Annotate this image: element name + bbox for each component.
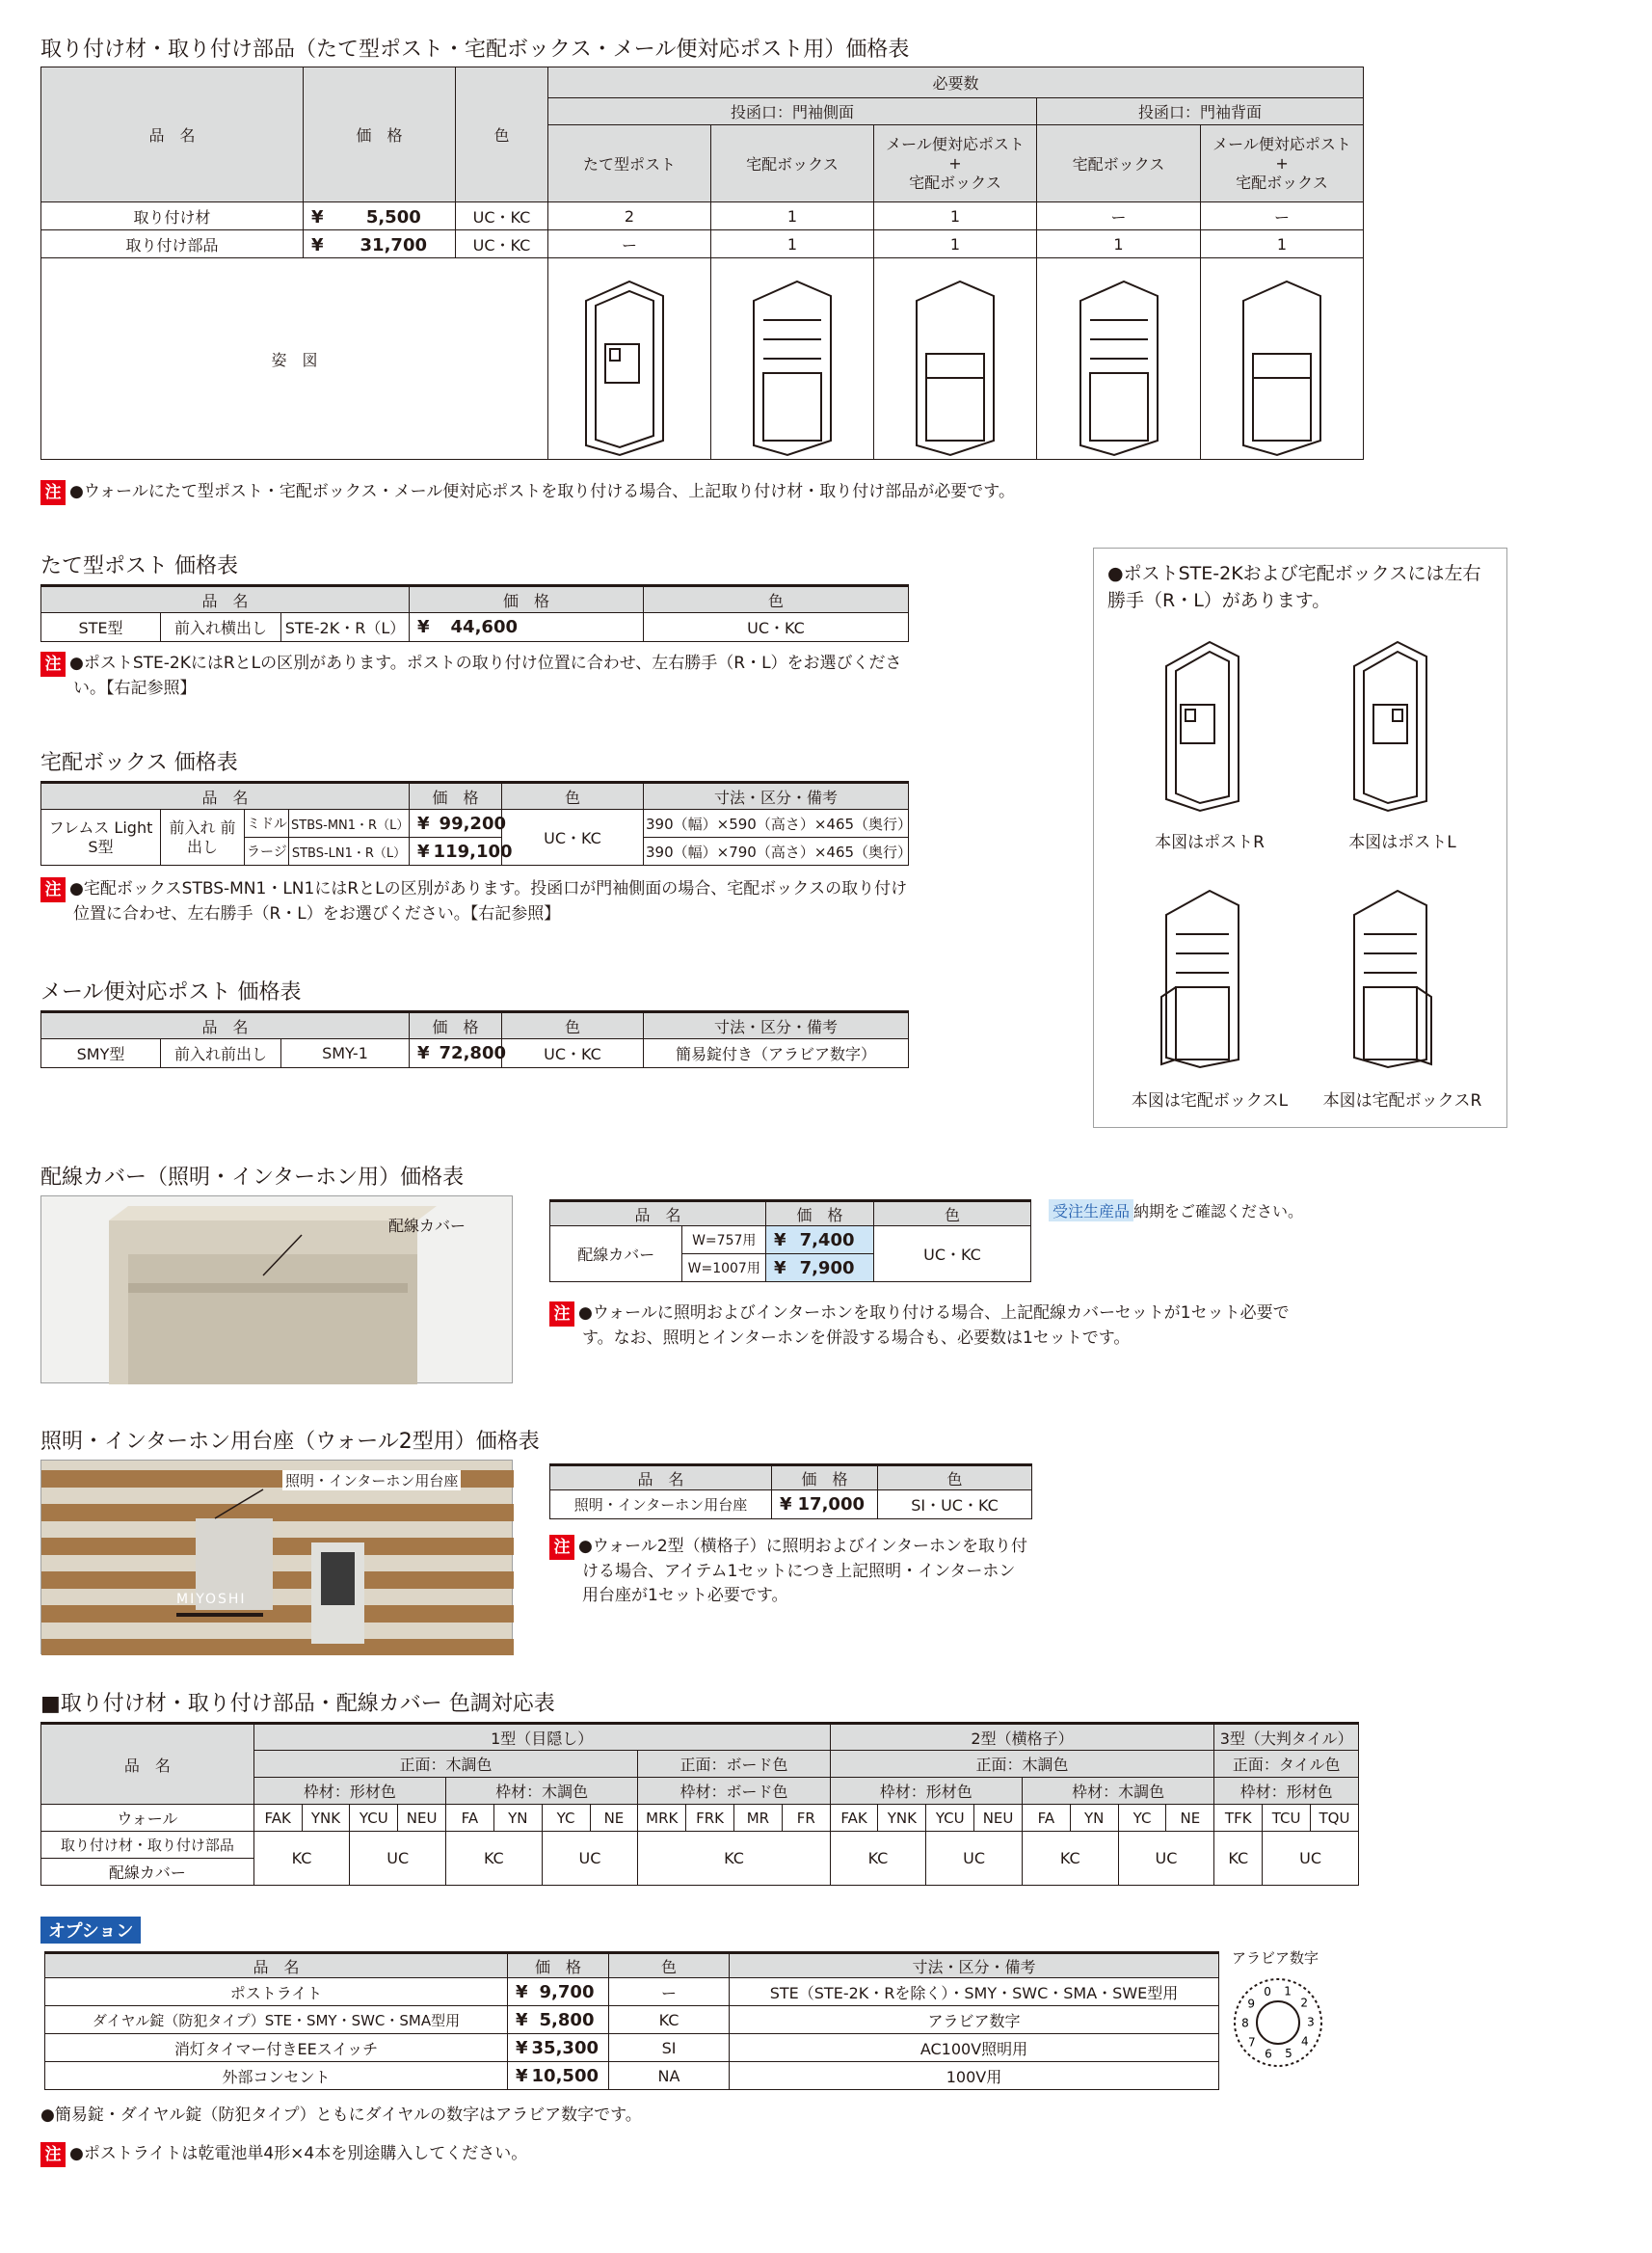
badge-text: 納期をご確認ください。 bbox=[1133, 1202, 1304, 1220]
cell: ミドル bbox=[245, 810, 289, 838]
cell: ウォール bbox=[41, 1805, 254, 1832]
header-price: 価 格 bbox=[410, 783, 502, 810]
cell: KC bbox=[638, 1832, 830, 1886]
wall-code-cell: YN bbox=[1070, 1805, 1118, 1832]
header-name: 品 名 bbox=[41, 586, 410, 613]
header-note: 寸法・区分・備考 bbox=[644, 783, 909, 810]
tate-post-table bbox=[40, 584, 909, 642]
yen: ¥ bbox=[780, 1494, 792, 1515]
cell: W=1007用 bbox=[682, 1254, 766, 1282]
header-color: 色 bbox=[456, 67, 548, 202]
face-header: 正面：木調色 bbox=[253, 1751, 638, 1778]
fig-takuhai bbox=[711, 258, 874, 460]
dial-digit: 7 bbox=[1247, 2035, 1256, 2050]
price-cell bbox=[766, 1254, 874, 1282]
price-cell bbox=[772, 1490, 878, 1519]
header-note: 寸法・区分・備考 bbox=[644, 1012, 909, 1039]
cell: ラージ bbox=[245, 838, 289, 866]
header-color: 色 bbox=[874, 1201, 1031, 1226]
cell: SI bbox=[609, 2034, 730, 2062]
options-note1: ●簡易錠・ダイヤル錠（防犯タイプ）ともにダイヤルの数字はアラビア数字です。 bbox=[40, 2105, 642, 2125]
table-row bbox=[45, 2062, 1219, 2090]
post-l-illustration bbox=[1340, 628, 1465, 811]
takuhai-illustration bbox=[715, 262, 869, 455]
fig-label: 姿 図 bbox=[41, 258, 548, 460]
wall-code-cell: FA bbox=[1022, 1805, 1070, 1832]
cell: STE（STE-2K・Rを除く）・SMY・SWC・SMA・SWE型用 bbox=[730, 1978, 1219, 2006]
yen: ¥ bbox=[516, 2065, 528, 2086]
section3-title: 宅配ボックス 価格表 bbox=[40, 751, 238, 775]
price-cell bbox=[766, 1226, 874, 1254]
header-name: 品 名 bbox=[41, 1012, 410, 1039]
price: 31,700 bbox=[360, 235, 427, 255]
note-mark: 注 bbox=[40, 2142, 66, 2167]
price: 9,700 bbox=[539, 1981, 595, 2002]
yen: ¥ bbox=[516, 1981, 528, 2002]
box-title: ●ポストSTE-2Kおよび宅配ボックスには左右勝手（R・L）があります。 bbox=[1107, 563, 1481, 611]
wall-code-cell: YCU bbox=[926, 1805, 974, 1832]
options-note2 bbox=[40, 2142, 1293, 2167]
type2-header: 2型（横格子） bbox=[830, 1724, 1214, 1751]
wall-code-cell: TQU bbox=[1310, 1805, 1358, 1832]
cell: 1 bbox=[711, 230, 874, 258]
price-cell bbox=[410, 1039, 506, 1068]
dial-digit: 0 bbox=[1264, 1984, 1271, 1998]
section1-note bbox=[40, 480, 1363, 505]
cell: W=757用 bbox=[682, 1226, 766, 1254]
price-cell bbox=[508, 2006, 609, 2034]
caption-post-l: 本図はポストL bbox=[1348, 833, 1456, 852]
price: 7,400 bbox=[799, 1229, 855, 1250]
price-cell bbox=[410, 838, 513, 866]
mail-post-table bbox=[40, 1010, 909, 1068]
cell: ー bbox=[609, 1978, 730, 2006]
col-takuhai: 宅配ボックス bbox=[711, 125, 874, 202]
header-color: 色 bbox=[878, 1465, 1032, 1490]
note-text: ●ウォールにたて型ポスト・宅配ボックス・メール便対応ポストを取り付ける場合、上記取り付け材・取り付け部品が必要です。 bbox=[69, 482, 1015, 501]
dial-digit: 1 bbox=[1284, 1984, 1292, 1998]
cell: SMY-1 bbox=[281, 1039, 410, 1068]
header-side: 投函口：門袖側面 bbox=[548, 98, 1037, 125]
cell: SI・UC・KC bbox=[878, 1490, 1032, 1519]
header-color: 色 bbox=[502, 1012, 644, 1039]
cell: UC・KC bbox=[644, 613, 909, 642]
mail-takuhai-back-illustration bbox=[1205, 262, 1359, 455]
takuhai-r-illustration bbox=[1340, 876, 1465, 1069]
nameplate-text: MIYOSHI bbox=[176, 1592, 247, 1607]
cell: UC bbox=[350, 1832, 446, 1886]
header-price: 価 格 bbox=[508, 1953, 609, 1978]
header-price: 価 格 bbox=[410, 1012, 502, 1039]
cell: NA bbox=[609, 2062, 730, 2090]
mount-base-figure bbox=[40, 1460, 513, 1654]
table-row bbox=[41, 202, 1364, 230]
col-mail-takuhai-back: メール便対応ポスト + 宅配ボックス bbox=[1201, 125, 1364, 202]
options-table bbox=[44, 1951, 1219, 2090]
cell: 前入れ横出し bbox=[161, 613, 281, 642]
frame-header: 枠材：形材色 bbox=[830, 1778, 1022, 1805]
cell: ポストライト bbox=[45, 1978, 508, 2006]
header-price: 価 格 bbox=[304, 67, 456, 202]
yen: ¥ bbox=[311, 207, 324, 228]
yen: ¥ bbox=[774, 1257, 786, 1278]
wall-code-cell: FR bbox=[782, 1805, 830, 1832]
takuhai-l-illustration bbox=[1152, 876, 1277, 1069]
wall-code-cell: YC bbox=[1118, 1805, 1166, 1832]
price: 10,500 bbox=[531, 2065, 599, 2086]
cell: UC・KC bbox=[874, 1226, 1031, 1282]
price: 7,900 bbox=[799, 1257, 855, 1278]
figure-label: 照明・インターホン用台座 bbox=[282, 1470, 461, 1490]
note-text: ●ウォールに照明およびインターホンを取り付ける場合、上記配線カバーセットが1セット必要です。なお、照明とインターホンを併設する場合も、必要数は1セットです。 bbox=[578, 1303, 1290, 1348]
cell: ダイヤル錠（防犯タイプ）STE・SMY・SWC・SMA型用 bbox=[45, 2006, 508, 2034]
header-back: 投函口：門袖背面 bbox=[1037, 98, 1364, 125]
cell: 取り付け材 bbox=[41, 202, 304, 230]
cell: UC bbox=[542, 1832, 638, 1886]
takuhai-table bbox=[40, 781, 913, 866]
note-mark: 注 bbox=[549, 1535, 574, 1560]
cell: SMY型 bbox=[41, 1039, 161, 1068]
section1-title: 取り付け材・取り付け部品（たて型ポスト・宅配ボックス・メール便対応ポスト用）価格表 bbox=[40, 38, 910, 62]
cell: 390（幅）×590（高さ）×465（奥行） bbox=[644, 810, 909, 838]
col-tate-post: たて型ポスト bbox=[548, 125, 711, 202]
table-row bbox=[45, 2034, 1219, 2062]
section5-note bbox=[549, 1301, 1320, 1351]
price: 5,500 bbox=[365, 207, 421, 228]
cell: 照明・インターホン用台座 bbox=[550, 1490, 772, 1519]
wall-code-cell: MR bbox=[733, 1805, 782, 1832]
cell: 前入れ前出し bbox=[161, 1039, 281, 1068]
cell: UC・KC bbox=[456, 230, 548, 258]
cell: 配線カバー bbox=[41, 1859, 254, 1886]
cell: 2 bbox=[548, 202, 711, 230]
face-header: 正面：木調色 bbox=[830, 1751, 1214, 1778]
section3-note bbox=[40, 877, 908, 926]
cell: 外部コンセント bbox=[45, 2062, 508, 2090]
cell: 取り付け材・取り付け部品 bbox=[41, 1832, 254, 1859]
price: 44,600 bbox=[450, 617, 518, 637]
wiring-cover-table bbox=[549, 1199, 1031, 1282]
wall-code-cell: FA bbox=[446, 1805, 494, 1832]
note-text: ●ウォール2型（横格子）に照明およびインターホンを取り付ける場合、アイテム1セットにつき上記照明・インターホン用台座が1セット必要です。 bbox=[578, 1537, 1027, 1605]
table-row bbox=[550, 1226, 1031, 1254]
frame-header: 枠材：形材色 bbox=[253, 1778, 445, 1805]
note-text: ●ポストライトは乾電池単4形×4本を別途購入してください。 bbox=[69, 2144, 528, 2163]
header-name: 品 名 bbox=[41, 67, 304, 202]
cell: STE型 bbox=[41, 613, 161, 642]
col-mail-takuhai: メール便対応ポスト + 宅配ボックス bbox=[874, 125, 1037, 202]
cell: STBS-MN1・R（L） bbox=[289, 810, 410, 838]
col-takuhai-back: 宅配ボックス bbox=[1037, 125, 1201, 202]
table-row bbox=[45, 1978, 1219, 2006]
wall-code-cell: YNK bbox=[302, 1805, 350, 1832]
yen: ¥ bbox=[516, 2037, 528, 2058]
cell: UC bbox=[1263, 1832, 1359, 1886]
caption-takuhai-l: 本図は宅配ボックスL bbox=[1131, 1091, 1289, 1111]
mount-base-table bbox=[549, 1463, 1032, 1519]
dial-digit: 6 bbox=[1265, 2047, 1272, 2061]
wall-code-cell: FRK bbox=[686, 1805, 734, 1832]
yen: ¥ bbox=[417, 841, 430, 862]
wall-code-cell: YC bbox=[542, 1805, 590, 1832]
cell: アラビア数字 bbox=[730, 2006, 1219, 2034]
takuhai-back-illustration bbox=[1042, 262, 1196, 455]
yen: ¥ bbox=[417, 813, 430, 834]
price: 17,000 bbox=[797, 1494, 865, 1515]
table-row bbox=[41, 613, 909, 642]
header-color: 色 bbox=[609, 1953, 730, 1978]
mail-takuhai-illustration bbox=[878, 262, 1032, 455]
wall-code-cell: NE bbox=[1166, 1805, 1214, 1832]
lr-info-box bbox=[1093, 548, 1507, 1128]
cell: 取り付け部品 bbox=[41, 230, 304, 258]
attachment-price-table bbox=[40, 67, 1364, 460]
header-note: 寸法・区分・備考 bbox=[730, 1953, 1219, 1978]
note-text: ●宅配ボックスSTBS-MN1・LN1にはRとLの区別があります。投函口が門袖側面の場合、宅配ボックスの取り付け位置に合わせ、左右勝手（R・L）をお選びください。【右記参照】 bbox=[69, 879, 908, 924]
section7-title: ■取り付け材・取り付け部品・配線カバー 色調対応表 bbox=[40, 1692, 555, 1716]
dial-digit: 9 bbox=[1247, 1997, 1256, 2011]
wall-code-cell: MRK bbox=[638, 1805, 686, 1832]
cell: フレムス Light S型 bbox=[41, 810, 161, 866]
cell: 100V用 bbox=[730, 2062, 1219, 2090]
figure-label: 配線カバー bbox=[388, 1217, 466, 1235]
dial-label: アラビア数字 bbox=[1232, 1949, 1319, 1967]
cell: KC bbox=[609, 2006, 730, 2034]
header-color: 色 bbox=[502, 783, 644, 810]
price-cell bbox=[410, 810, 507, 838]
yen: ¥ bbox=[311, 235, 324, 255]
yen: ¥ bbox=[774, 1229, 786, 1250]
price-cell bbox=[410, 613, 644, 642]
price: 72,800 bbox=[439, 1043, 506, 1063]
dial-digit: 2 bbox=[1300, 1996, 1309, 2010]
frame-header: 枠材：木調色 bbox=[446, 1778, 638, 1805]
post-r-illustration bbox=[1152, 628, 1277, 811]
header-price: 価 格 bbox=[772, 1465, 878, 1490]
yen: ¥ bbox=[417, 1043, 430, 1063]
table-row bbox=[41, 230, 1364, 258]
dial-digit: 3 bbox=[1307, 2015, 1315, 2029]
cell: KC bbox=[253, 1832, 350, 1886]
cell: 前入れ 前出し bbox=[161, 810, 245, 866]
cell: KC bbox=[1022, 1832, 1118, 1886]
table-row bbox=[41, 810, 909, 838]
fig-takuhai-back bbox=[1037, 258, 1201, 460]
price: 119,100 bbox=[433, 841, 513, 862]
cell: 390（幅）×790（高さ）×465（奥行） bbox=[644, 838, 909, 866]
cell: UC bbox=[926, 1832, 1023, 1886]
wall-code-cell: YN bbox=[493, 1805, 542, 1832]
wall-code-cell: TFK bbox=[1214, 1805, 1263, 1832]
price-cell bbox=[304, 202, 456, 230]
fig-mail-takuhai bbox=[874, 258, 1037, 460]
cell: ー bbox=[1037, 202, 1201, 230]
frame-header: 枠材：木調色 bbox=[1022, 1778, 1213, 1805]
cell: KC bbox=[1214, 1832, 1263, 1886]
cell: KC bbox=[446, 1832, 543, 1886]
face-header: 正面：タイル色 bbox=[1214, 1751, 1359, 1778]
section6-title: 照明・インターホン用台座（ウォール2型用）価格表 bbox=[40, 1430, 540, 1454]
caption-post-r: 本図はポストR bbox=[1155, 833, 1265, 852]
cell: AC100V照明用 bbox=[730, 2034, 1219, 2062]
wall-code-cell: FAK bbox=[253, 1805, 302, 1832]
header-price: 価 格 bbox=[410, 586, 644, 613]
dial-illustration bbox=[1232, 1976, 1324, 2069]
wall-code-cell: NEU bbox=[398, 1805, 446, 1832]
fig-mail-takuhai-back bbox=[1201, 258, 1364, 460]
note-mark: 注 bbox=[40, 652, 66, 677]
cell: 1 bbox=[874, 230, 1037, 258]
options-badge bbox=[40, 1917, 141, 1944]
price: 99,200 bbox=[439, 813, 507, 834]
cell: UC・KC bbox=[456, 202, 548, 230]
cell: 1 bbox=[874, 202, 1037, 230]
price-cell bbox=[304, 230, 456, 258]
fig-post bbox=[548, 258, 711, 460]
table-row bbox=[45, 2006, 1219, 2034]
made-to-order-badge: 受注生産品 bbox=[1049, 1199, 1133, 1221]
header-name: 品 名 bbox=[550, 1201, 766, 1226]
type1-header: 1型（目隠し） bbox=[253, 1724, 830, 1751]
yen: ¥ bbox=[516, 2009, 528, 2030]
cell: UC・KC bbox=[502, 1039, 644, 1068]
wall-code-cell: YCU bbox=[350, 1805, 398, 1832]
price: 35,300 bbox=[531, 2037, 599, 2058]
cell: ー bbox=[548, 230, 711, 258]
table-row bbox=[41, 1039, 909, 1068]
wall-code-cell: YNK bbox=[878, 1805, 926, 1832]
color-correspondence-table bbox=[40, 1722, 1359, 1886]
cell: ー bbox=[1201, 202, 1364, 230]
price: 5,800 bbox=[539, 2009, 595, 2030]
header-price: 価 格 bbox=[766, 1201, 874, 1226]
note-text: ●ポストSTE-2KにはRとLの区別があります。ポストの取り付け位置に合わせ、左右勝手（R・L）をお選びください。【右記参照】 bbox=[69, 654, 902, 698]
frame-header: 枠材：形材色 bbox=[1214, 1778, 1359, 1805]
wall-code-cell: FAK bbox=[830, 1805, 878, 1832]
note-mark: 注 bbox=[40, 877, 66, 902]
type3-header: 3型（大判タイル） bbox=[1214, 1724, 1359, 1751]
dial-digit: 5 bbox=[1285, 2047, 1292, 2061]
frame-header: 枠材：ボード色 bbox=[638, 1778, 830, 1805]
wall-code-cell: NEU bbox=[974, 1805, 1023, 1832]
header-name: 品 名 bbox=[41, 783, 410, 810]
cell: 1 bbox=[1201, 230, 1364, 258]
wiring-cover-figure bbox=[40, 1195, 513, 1383]
cell: STE-2K・R（L） bbox=[281, 613, 410, 642]
note-mark: 注 bbox=[40, 480, 66, 505]
wall-code-cell: NE bbox=[590, 1805, 638, 1832]
cell: UC bbox=[1118, 1832, 1214, 1886]
cell: UC・KC bbox=[502, 810, 644, 866]
price-cell bbox=[508, 2034, 609, 2062]
table-row bbox=[41, 1832, 1359, 1859]
note-mark: 注 bbox=[549, 1301, 574, 1327]
cell: 1 bbox=[1037, 230, 1201, 258]
table-row bbox=[550, 1490, 1032, 1519]
section2-note bbox=[40, 652, 908, 701]
face-header: 正面：ボード色 bbox=[638, 1751, 830, 1778]
caption-takuhai-r: 本図は宅配ボックスR bbox=[1322, 1091, 1482, 1111]
section6-note bbox=[549, 1535, 1031, 1608]
price-cell bbox=[508, 2062, 609, 2090]
table-row bbox=[41, 1805, 1359, 1832]
post-illustration bbox=[552, 262, 706, 455]
header-color: 色 bbox=[644, 586, 909, 613]
wall-code-cell: TCU bbox=[1263, 1805, 1311, 1832]
price-cell bbox=[508, 1978, 609, 2006]
header-name: 品 名 bbox=[45, 1953, 508, 1978]
section2-title: たて型ポスト 価格表 bbox=[40, 554, 238, 578]
cell: 配線カバー bbox=[550, 1226, 682, 1282]
header-need: 必要数 bbox=[548, 67, 1364, 98]
options-label: オプション bbox=[40, 1917, 141, 1944]
cell: 1 bbox=[711, 202, 874, 230]
made-to-order-notice bbox=[1049, 1199, 1303, 1221]
header-name: 品 名 bbox=[41, 1724, 254, 1805]
cell: STBS-LN1・R（L） bbox=[289, 838, 410, 866]
yen: ¥ bbox=[417, 617, 430, 637]
cell: 簡易錠付き（アラビア数字） bbox=[644, 1039, 909, 1068]
cell: KC bbox=[830, 1832, 926, 1886]
section4-title: メール便対応ポスト 価格表 bbox=[40, 980, 302, 1005]
cell: 消灯タイマー付きEEスイッチ bbox=[45, 2034, 508, 2062]
section5-title: 配線カバー（照明・インターホン用）価格表 bbox=[40, 1166, 465, 1190]
dial-digit: 8 bbox=[1241, 2016, 1249, 2030]
header-name: 品 名 bbox=[550, 1465, 772, 1490]
dial-digit: 4 bbox=[1300, 2034, 1309, 2049]
